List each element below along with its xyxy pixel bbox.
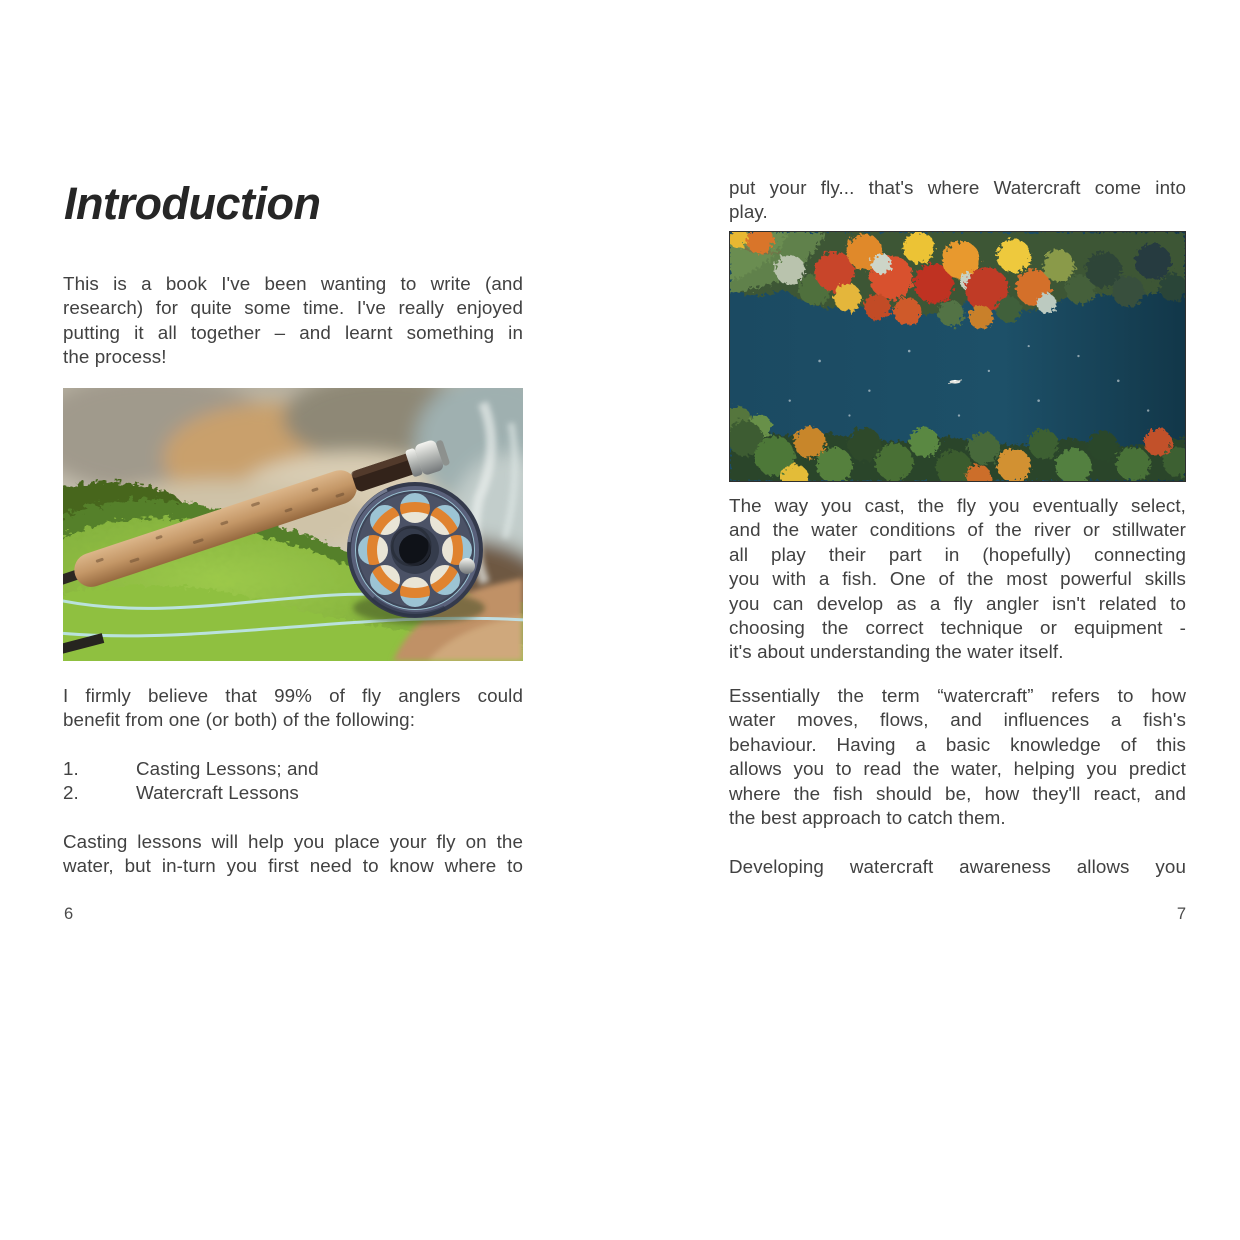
list-label: Casting Lessons; and: [136, 758, 319, 779]
text-line: The way you cast, the fly you eventually select,: [729, 495, 1186, 516]
text-line: you with a fish. One of the most powerful skills: [729, 568, 1186, 590]
right-paragraph-2: [729, 684, 1186, 830]
text-line: water moves, flows, and influences a fish's: [729, 709, 1186, 731]
text-line: all play their part in (hopefully) connecting: [729, 543, 1186, 565]
text-line: allows you to read the water, helping you predict: [729, 758, 1186, 780]
text-line: play.: [729, 201, 768, 223]
page-number-left: 6: [64, 905, 74, 923]
left-paragraph-1: [63, 272, 523, 370]
text-line: I firmly believe that 99% of fly anglers could: [63, 685, 523, 706]
left-paragraph-2: [63, 684, 523, 733]
text-line: put your fly... that's where Watercraft come into: [729, 177, 1186, 198]
list-item: [63, 781, 523, 805]
list-number: 2.: [63, 782, 79, 804]
text-line: research) for quite some time. I've really enjoyed: [63, 297, 523, 319]
text-line: Developing watercraft awareness allows you: [729, 856, 1186, 877]
aerial-river-photo: [729, 231, 1186, 482]
list-label: Watercraft Lessons: [136, 782, 299, 804]
text-line: Essentially the term “watercraft” refers to how: [729, 685, 1186, 706]
text-line: the best approach to catch them.: [729, 807, 1006, 829]
text-line: Casting lessons will help you place your fly on the: [63, 831, 523, 852]
page-number-right: 7: [1176, 905, 1186, 923]
text-line: choosing the correct technique or equipment -: [729, 617, 1186, 639]
right-paragraph-1: [729, 494, 1186, 665]
text-line: This is a book I've been wanting to write (and: [63, 273, 523, 294]
text-line: and the water conditions of the river or stillwater: [729, 519, 1186, 541]
fly-rod-reel-photo: [63, 388, 523, 661]
text-line: water, but in-turn you first need to know where to: [63, 855, 523, 877]
numbered-list: [63, 757, 523, 806]
right-paragraph-0: [729, 176, 1186, 225]
text-line: you can develop as a fly angler isn't related to: [729, 592, 1186, 614]
text-line: benefit from one (or both) of the following:: [63, 709, 416, 731]
chapter-title: Introduction: [64, 178, 321, 229]
right-paragraph-3: [729, 855, 1186, 879]
text-line: behaviour. Having a basic knowledge of this: [729, 733, 1186, 755]
text-line: where the fish should be, how they'll react, and: [729, 782, 1186, 804]
left-paragraph-3: [63, 830, 523, 879]
text-line: the process!: [63, 346, 167, 368]
text-line: it's about understanding the water itself.: [729, 641, 1064, 663]
text-line: putting it all together – and learnt something in: [63, 321, 523, 343]
list-item: [63, 757, 523, 781]
list-number: 1.: [63, 758, 79, 779]
